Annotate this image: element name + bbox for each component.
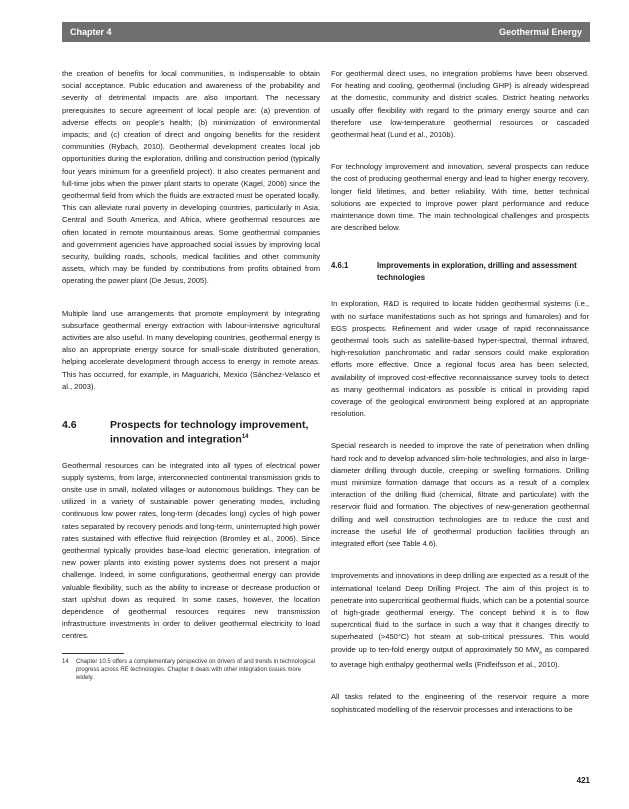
chapter-label: Chapter 4 [70, 27, 112, 37]
paragraph: All tasks related to the engineering of the reservoir require a more sophisticated modelling of the reservoir processes and interactions to be [331, 692, 589, 714]
paragraph: Geothermal resources can be integrated into all types of electrical power supply systems, from large, interconnected continental transmission grids to onsite use in small, isolated villages or autonomous buildings. They can be utilized in a variety of sustainable power generating modes, including continuous low power rates, long-term (decades long) cycles of high power rates separated by recovery periods and long-term, uninterrupted high power rates sustained with effective fluid reinjection (Bromley et al., 2006). Since geothermal typically provides base-load electric generation, integration of new power plants into existing power systems does not present a major challenge. Indeed, in some configurations, geothermal energy can provide valuable flexibility, such as the ability to increase or decrease production or start up/shut down as required. In some cases, however, the location dependence of geothermal resources requires new transmission infrastructure investments in order to deliver geothermal electricity to load centres. [62, 460, 320, 641]
paragraph: For technology improvement and innovation, several prospects can reduce the cost of producing geothermal energy and lead to higher energy recovery, longer field lifetimes, and better reliability. With time, better technical solutions are expected to improve power plant performance and reduce maintenance down time. The main technological challenges and prospects are described below. [331, 162, 589, 233]
paragraph: the creation of benefits for local communities, is indispensable to obtain social acceptance. Public education and awareness of the probability and severity of detrimental impacts are also important. The necessary prerequisites to secure agreement of local people are: (a) prevention of adverse effects on people’s health; (b) minimization of environmental impacts; and (c) creation of direct and ongoing benefits for the resident communities (Rybach, 2010). Geothermal development creates local job opportunities during the exploration, drilling and construction period (typically four years minimum for a greenfield project). It also creates permanent and full-time jobs when the power plant starts to operate (Kagel, 2006) since the geothermal field from which the fluids are extracted must be operated locally. This can alleviate rural poverty in developing countries, particularly in Asia, Central and South America, and Africa, where geothermal resources are often located in remote mountainous areas. Some geothermal companies and government agencies have approached social issues by improving local security, building roads, schools, medical facilities and other community assets, which may be funded by contributions from profits obtained from operating the power plant (De Jesus, 2005). [62, 69, 320, 286]
right-column [331, 68, 589, 726]
footnote [62, 658, 320, 682]
page-header [62, 22, 590, 42]
footnote-text: Chapter 10.5 offers a complementary perspective on drivers of and trends in technological progress across RE technologies. Chapter 8 deals with other integration issues more widely. [76, 658, 316, 681]
section-number: 4.6 [62, 419, 77, 432]
subsection-heading [331, 260, 589, 284]
paragraph: Special research is needed to improve the rate of penetration when drilling hard rock and to develop advanced slim-hole technologies, and also in large-diameter drilling through ductile, creeping or swelling formations. Drilling must minimize formation damage that occurs as a result of a complex interaction of the drilling fluid (chemical, filtrate and particulate) with the reservoir fluid and formation. The objectives of new-generation geothermal drilling and well construction technologies are to reduce the cost and increase the useful life of geothermal production facilities through an integrated effort (see Table 4.6). [331, 441, 589, 549]
section-title: Prospects for technology improvement, innovation and integration [110, 419, 309, 446]
footnote-ref[interactable]: 14 [241, 434, 249, 441]
paragraph: In exploration, R&D is required to locate hidden geothermal systems (i.e., with no surface manifestations such as hot springs and fumaroles) and for EGS prospects. Refinement and wider usage of rapid reconnaissance geothermal tools such as satellite-based hyper-spectral, thermal infrared, high-resolution panchromatic and radar sensors could make exploration efforts more effective. Once a regional focus area has been selected, availability of improved cost-effective reconnaissance survey tools to detect as many geothermal indicators as possible is critical in providing rapid coverage of the geological environment being explored at an appropriate resolution. [331, 299, 589, 419]
subsection-number: 4.6.1 [331, 261, 349, 271]
paragraph: For geothermal direct uses, no integration problems have been observed. For heating and cooling, geothermal (including GHP) is already widespread at the domestic, community and district scales. District heating networks usually offer flexibility with regard to the primary energy source and can therefore use low-temperature geothermal resources or cascaded geothermal heat (Lund et al., 2010b). [331, 69, 589, 140]
chapter-title: Geothermal Energy [498, 27, 582, 37]
footnote-number: 14 [62, 658, 69, 665]
page-number: 421 [576, 776, 590, 785]
paragraph-text: Improvements and innovations in deep drilling are expected as a result of the international Iceland Deep Drilling Project. The aim of this project is to penetrate into supercritical geothermal fluids, which can be a potential source of high-grade geothermal energy. The concept behind it is to flow supercritical fluid to the surface in such a way that it changes directly to superheated (>450°C) hot steam at sub-critical pressures. This would provide up to ten-fold energy output of approximately 50 MW [331, 571, 589, 654]
section-heading [62, 419, 320, 446]
paragraph-text: as compared to average high enthalpy geothermal wells (Fridleifsson et al., 2010). [331, 644, 589, 670]
subsection-title: Improvements in exploration, drilling and assessment technologies [377, 261, 577, 283]
left-column [62, 68, 320, 682]
paragraph: Multiple land use arrangements that promote employment by integrating subsurface geothermal energy extraction with labour-intensive agricultural activities are also useful. In many developing countries, geothermal energy is also an appropriate energy source for small-scale distributed generation, helping accelerate development through access to energy in remote areas. This has occurred, for example, in Maguarichi, Mexico (Sánchez-Velasco et al., 2003). [62, 308, 320, 391]
subscript: e [539, 650, 543, 657]
paragraph [331, 570, 589, 671]
footnote-divider [62, 653, 124, 654]
